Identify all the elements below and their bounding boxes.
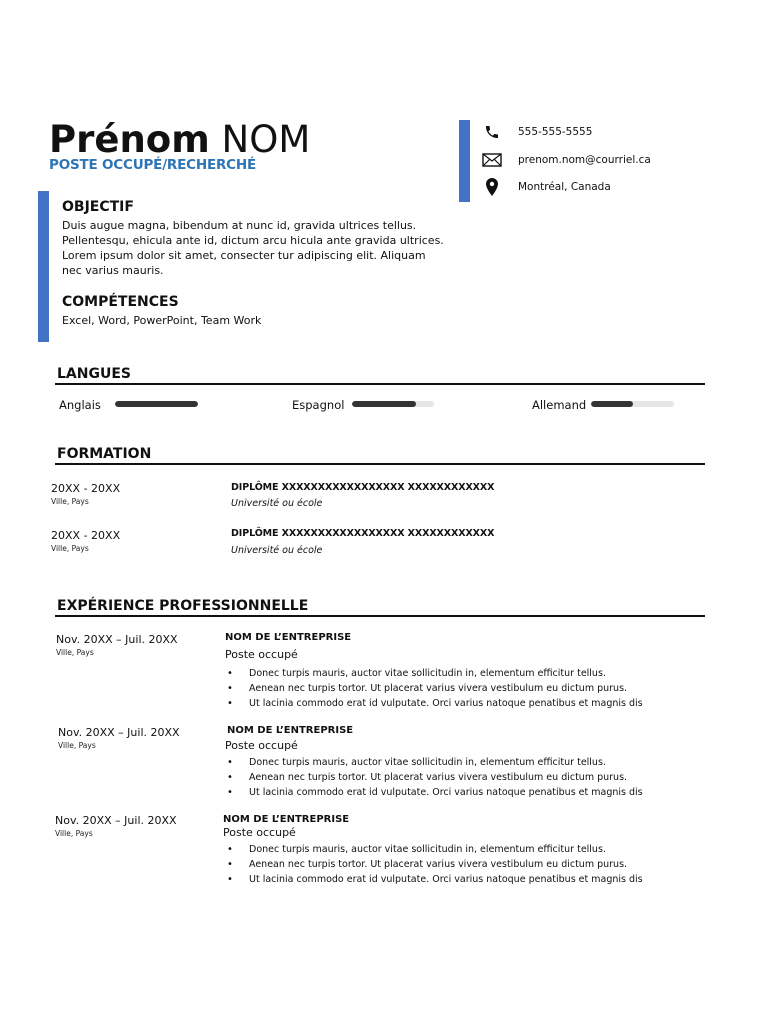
experience-bullet: • Ut lacinia commodo erat id vulputate. Orci varius natoque penatibus et magnis dis	[225, 696, 643, 711]
contact-phone: 555-555-5555	[518, 126, 593, 138]
objective-text	[62, 218, 444, 278]
experience-heading: EXPÉRIENCE PROFESSIONNELLE	[57, 598, 309, 614]
education-heading: FORMATION	[57, 446, 152, 462]
contact-location-row	[482, 177, 722, 197]
experience-role: Poste occupé	[225, 739, 298, 752]
skills-heading: COMPÉTENCES	[62, 294, 179, 310]
languages-divider	[55, 383, 705, 385]
contact-email: prenom.nom@courriel.ca	[518, 154, 651, 166]
experience-role: Poste occupé	[225, 648, 298, 661]
education-dates: 20XX - 20XX	[51, 482, 121, 495]
experience-bullet: • Aenean nec turpis tortor. Ut placerat varius vivera vestibulum eu dictum purus.	[225, 770, 643, 785]
education-school: Université ou école	[231, 545, 323, 556]
experience-company: NOM DE L’ENTREPRISE	[223, 814, 350, 825]
map-pin-icon	[482, 178, 502, 196]
language-name: Espagnol	[292, 398, 345, 412]
experience-bullet: • Aenean nec turpis tortor. Ut placerat varius vivera vestibulum eu dictum purus.	[225, 681, 643, 696]
experience-bullets	[225, 666, 643, 711]
experience-dates: Nov. 20XX – Juil. 20XX	[56, 633, 178, 646]
last-name: NOM	[221, 118, 311, 161]
experience-dates: Nov. 20XX – Juil. 20XX	[55, 814, 177, 827]
experience-bullet: • Aenean nec turpis tortor. Ut placerat varius vivera vestibulum eu dictum purus.	[225, 857, 643, 872]
experience-bullet: • Donec turpis mauris, auctor vitae sollicitudin in, elementum efficitur tellus.	[225, 842, 643, 857]
education-school: Université ou école	[231, 498, 323, 509]
language-name: Anglais	[59, 398, 101, 412]
experience-place: Ville, Pays	[58, 741, 96, 750]
experience-bullets	[225, 755, 643, 800]
language-level-track	[591, 401, 674, 407]
experience-bullet: • Donec turpis mauris, auctor vitae sollicitudin in, elementum efficitur tellus.	[225, 755, 643, 770]
first-name: Prénom	[49, 118, 210, 161]
experience-role: Poste occupé	[223, 826, 296, 839]
contact-location: Montréal, Canada	[518, 181, 611, 193]
experience-divider	[55, 615, 705, 617]
objective-heading: OBJECTIF	[62, 199, 134, 215]
education-place: Ville, Pays	[51, 497, 89, 506]
experience-bullet: • Ut lacinia commodo erat id vulputate. Orci varius natoque penatibus et magnis dis	[225, 872, 643, 887]
language-level-fill	[115, 401, 198, 407]
experience-place: Ville, Pays	[56, 648, 94, 657]
contact-phone-row	[482, 122, 722, 142]
objective-line: Duis augue magna, bibendum at nunc id, gravida ultrices tellus.	[62, 219, 417, 232]
experience-bullets	[225, 842, 643, 887]
contact-email-row	[482, 150, 722, 170]
objective-line: Lorem ipsum dolor sit amet, consecter tur adipiscing elit. Aliquam	[62, 249, 426, 262]
language-name: Allemand	[532, 398, 587, 412]
languages-heading: LANGUES	[57, 366, 131, 382]
experience-bullet: • Donec turpis mauris, auctor vitae sollicitudin in, elementum efficitur tellus.	[225, 666, 643, 681]
full-name	[49, 118, 310, 162]
envelope-icon	[482, 151, 502, 169]
skills-text: Excel, Word, PowerPoint, Team Work	[62, 314, 262, 327]
education-degree: DIPLÔME XXXXXXXXXXXXXXXXX XXXXXXXXXXXX	[231, 482, 495, 493]
objective-accent-bar	[38, 191, 49, 342]
education-place: Ville, Pays	[51, 544, 89, 553]
contact-accent-bar	[459, 120, 470, 202]
phone-icon	[482, 123, 502, 141]
experience-place: Ville, Pays	[55, 829, 93, 838]
language-level-track	[115, 401, 198, 407]
language-level-fill	[591, 401, 633, 407]
experience-company: NOM DE L’ENTREPRISE	[225, 632, 352, 643]
experience-company: NOM DE L’ENTREPRISE	[227, 725, 354, 736]
objective-line: Pellentesqu, ehicula ante id, dictum arcu hicula ante gravida ultrices.	[62, 234, 444, 247]
job-title: POSTE OCCUPÉ/RECHERCHÉ	[49, 157, 256, 173]
language-level-fill	[352, 401, 416, 407]
education-degree: DIPLÔME XXXXXXXXXXXXXXXXX XXXXXXXXXXXX	[231, 528, 495, 539]
education-dates: 20XX - 20XX	[51, 529, 121, 542]
objective-line: nec varius mauris.	[62, 264, 164, 277]
language-level-track	[352, 401, 434, 407]
experience-dates: Nov. 20XX – Juil. 20XX	[58, 726, 180, 739]
experience-bullet: • Ut lacinia commodo erat id vulputate. Orci varius natoque penatibus et magnis dis	[225, 785, 643, 800]
education-divider	[55, 463, 705, 465]
